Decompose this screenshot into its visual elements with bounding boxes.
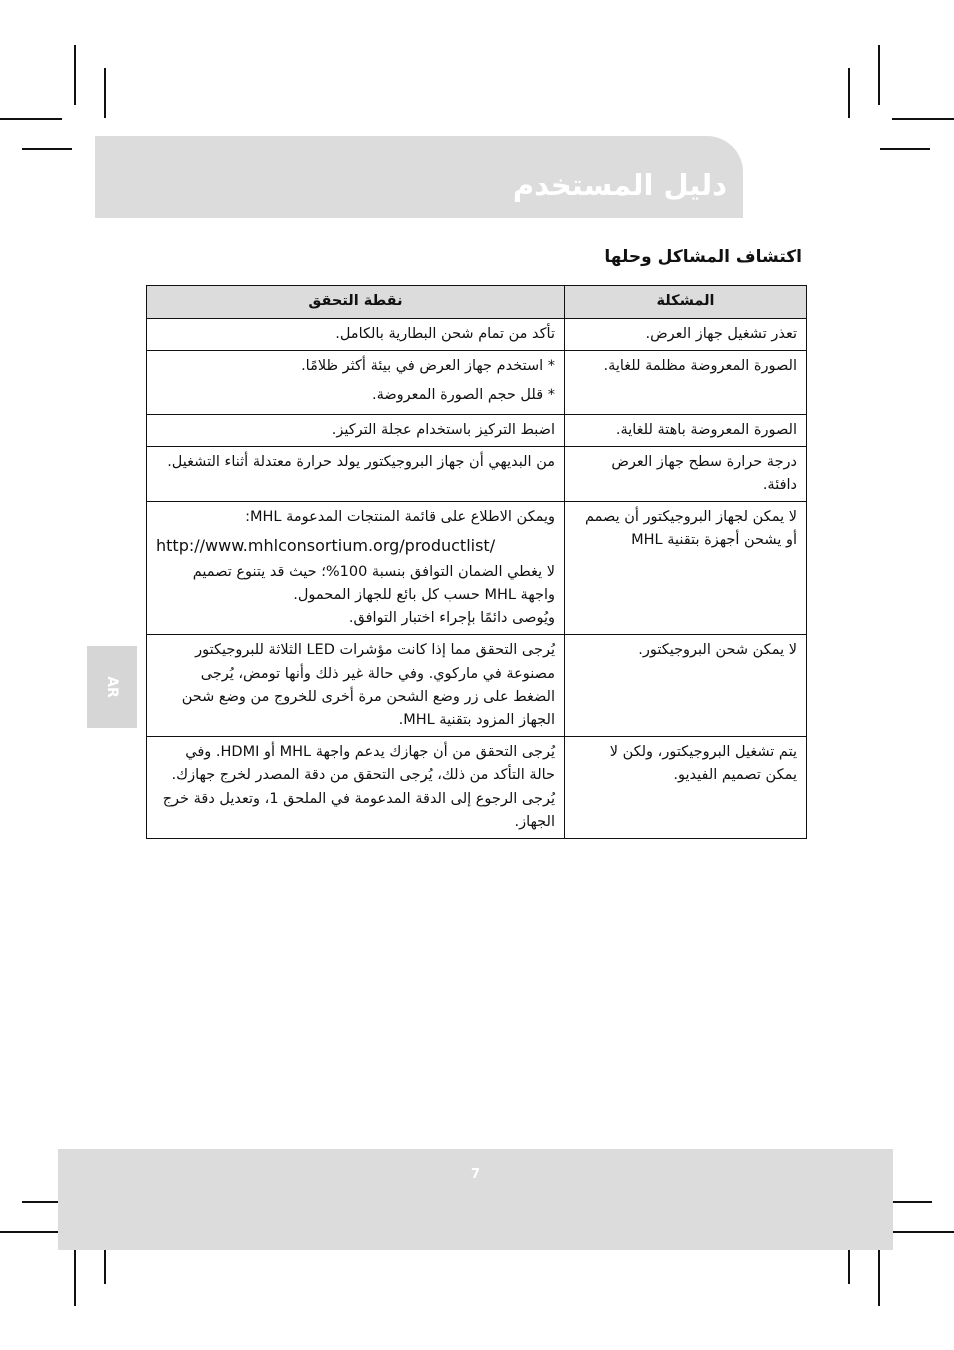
check-bullet: * قلل حجم الصورة المعروضة.	[371, 387, 555, 404]
table-row	[147, 502, 807, 635]
table-header-row	[147, 286, 807, 319]
check-cell	[147, 737, 565, 839]
table-row	[147, 351, 807, 414]
table-row	[147, 737, 807, 839]
check-text: يُرجى التحقق مما إذا كانت مؤشرات LED الثلاثة للبروجيكتور مصنوعة في ماركوي. وفي حالة غير ذلك وأنها تومض، يُرجى الضغط على زر وضع الشحن مرة أخرى للخروج من وضع شحن الجهاز المزود بتقنية MHL.	[181, 642, 555, 729]
crop-mark	[104, 68, 106, 118]
check-bullet: * استخدم جهاز العرض في بيئة أكثر ظلامًا.	[301, 358, 555, 375]
crop-mark	[892, 1231, 954, 1233]
crop-mark	[0, 1231, 62, 1233]
check-text: لا يغطي الضمان التوافق بنسبة 100%؛ حيث قد يتنوع تصميم واجهة MHL حسب كل بائع للجهاز المحمول.	[192, 563, 555, 604]
crop-mark	[878, 45, 880, 105]
problem-cell	[565, 446, 807, 501]
check-text: من البديهي أن جهاز البروجيكتور يولد حرارة معتدلة أثناء التشغيل.	[167, 453, 555, 470]
mhl-productlist-link[interactable]: http://www.mhlconsortium.org/productlist/	[156, 536, 496, 556]
check-text: تأكد من تمام شحن البطارية بالكامل.	[335, 326, 555, 342]
problem-cell	[565, 635, 807, 737]
page-header-title: دليل المستخدم	[512, 168, 727, 202]
check-cell	[147, 635, 565, 737]
page-number: 7	[470, 1167, 481, 1182]
problem-cell	[565, 414, 807, 446]
crop-mark	[74, 1246, 76, 1306]
language-tab	[87, 646, 137, 728]
table-row	[147, 319, 807, 351]
problem-text: درجة حرارة سطح جهاز العرض دافئة.	[611, 453, 797, 493]
check-cell	[147, 319, 565, 351]
problem-text: يتم تشغيل البروجيكتور، ولكن لا يمكن تصميم الفيديو.	[609, 744, 797, 784]
crop-mark	[892, 118, 954, 120]
problem-text: تعذر تشغيل جهاز العرض.	[645, 326, 797, 342]
problem-text: الصورة المعروضة باهتة للغاية.	[615, 421, 797, 438]
crop-mark	[880, 148, 930, 150]
check-text: ويمكن الاطلاع على قائمة المنتجات المدعومة MHL:	[245, 509, 555, 526]
problem-cell	[565, 319, 807, 351]
table-row	[147, 414, 807, 446]
problem-text: لا يمكن لجهاز البروجيكتور أن يصمم أو يشحن أجهزة بتقنية MHL	[584, 509, 797, 549]
problem-text: الصورة المعروضة مظلمة للغاية.	[603, 358, 797, 375]
problem-cell	[565, 502, 807, 635]
check-cell	[147, 446, 565, 501]
crop-mark	[0, 118, 62, 120]
crop-mark	[848, 68, 850, 118]
footer-band	[58, 1149, 893, 1250]
table-row	[147, 635, 807, 737]
section-title: اكتشاف المشاكل وحلها	[604, 247, 802, 267]
check-text: يُرجى التحقق من أن جهازك يدعم واجهة MHL أو HDMI. وفي حالة التأكد من ذلك، يُرجى التحقق من دقة المصدر لخرج جهازك. يُرجى الرجوع إلى الدقة المدعومة في الملحق 1، وتعديل دقة خرج الجهاز.	[162, 744, 555, 830]
check-text: ويُوصى دائمًا بإجراء اختبار التوافق.	[348, 610, 555, 627]
crop-mark	[22, 148, 72, 150]
check-cell	[147, 351, 565, 414]
header-band	[95, 136, 743, 218]
problem-cell	[565, 737, 807, 839]
crop-mark	[878, 1246, 880, 1306]
problem-text: لا يمكن شحن البروجيكتور.	[638, 642, 797, 659]
table-row	[147, 446, 807, 501]
header-problem: المشكلة	[565, 286, 807, 319]
check-text: اضبط التركيز باستخدام عجلة التركيز.	[331, 421, 555, 438]
check-cell	[147, 502, 565, 635]
check-cell	[147, 414, 565, 446]
problem-cell	[565, 351, 807, 414]
language-tab-label: AR	[104, 676, 120, 698]
header-check: نقطة التحقق	[147, 286, 565, 319]
crop-mark	[74, 45, 76, 105]
troubleshooting-table	[146, 285, 807, 839]
